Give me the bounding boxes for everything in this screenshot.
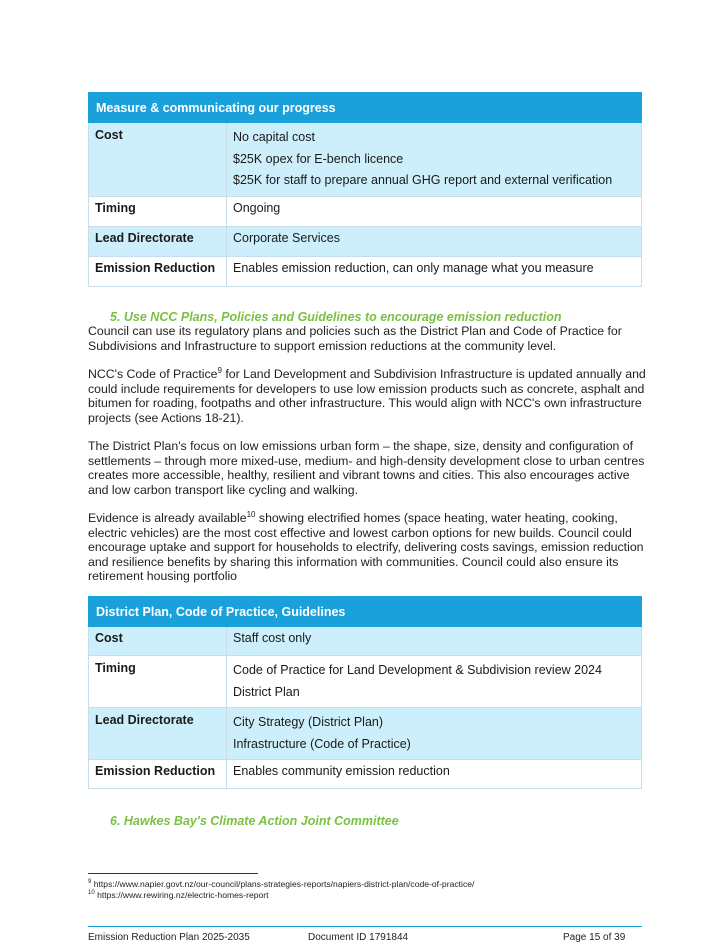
- table-row: [89, 196, 642, 226]
- table-row: [89, 226, 642, 256]
- row-label: Timing: [89, 656, 227, 708]
- row-value: [227, 656, 642, 708]
- table-row: [89, 123, 642, 197]
- footnote-ref: 9: [217, 365, 222, 375]
- row-value: [227, 708, 642, 760]
- row-value: Enables emission reduction, can only manage what you measure: [227, 256, 642, 286]
- paragraph: The District Plan's focus on low emissions urban form – the shape, size, density and configuration of settlements – through more mixed-use, medium- and high-density development close to urban centres creates more accessible, healthy, resilient and vibrant towns and cities. This also encourages active and low carbon transport like cycling and walking.: [88, 439, 645, 497]
- row-value: Ongoing: [227, 196, 642, 226]
- paragraph-text: showing electrified homes (space heating, water heating, cooking, electric vehicles) are the most cost effective and lowest carbon options for new builds. Council could encourage uptake and support for households to electrify, delivering costs savings, emission reduction and resilience benefits by sharing this information with communities. Council could also ensure its retirement housing portfolio: [88, 511, 644, 584]
- footnote-link[interactable]: https://www.rewiring.nz/electric-homes-report: [94, 890, 269, 900]
- paragraph: [88, 511, 648, 584]
- section-6-heading: 6. Hawkes Bay's Climate Action Joint Committee: [110, 814, 399, 828]
- district-plan-table-title: District Plan, Code of Practice, Guidelines: [89, 597, 642, 627]
- row-value: Enables community emission reduction: [227, 760, 642, 789]
- footer-document-title: Emission Reduction Plan 2025-2035: [88, 932, 250, 943]
- timing-line: Code of Practice for Land Development & Subdivision review 2024: [233, 663, 602, 677]
- row-label: Cost: [89, 123, 227, 197]
- row-label: Timing: [89, 196, 227, 226]
- table-row: [89, 760, 642, 789]
- footnote: [88, 879, 474, 889]
- footer-document-id: Document ID 1791844: [308, 932, 409, 943]
- cost-line: $25K opex for E-bench licence: [233, 151, 404, 166]
- progress-table: [88, 92, 642, 287]
- table-row: [89, 656, 642, 708]
- footnote-link[interactable]: https://www.napier.govt.nz/our-council/plans-strategies-reports/napiers-district-plan/code-of-practice/: [91, 879, 475, 889]
- footnote-ref: 10: [246, 509, 256, 519]
- table-row: [89, 708, 642, 760]
- table-row: [89, 627, 642, 656]
- cost-line: No capital cost: [233, 130, 315, 144]
- row-value: [227, 123, 642, 197]
- paragraph-text: Evidence is already available: [88, 511, 247, 525]
- directorate-line: Infrastructure (Code of Practice): [233, 736, 411, 751]
- footnote-number: 10: [88, 890, 95, 897]
- cost-line: $25K for staff to prepare annual GHG report and external verification: [233, 173, 613, 187]
- paragraph-text: NCC's Code of Practice: [88, 367, 218, 381]
- row-value: Staff cost only: [227, 627, 642, 656]
- footnote-divider: [88, 873, 258, 874]
- district-plan-table: [88, 596, 642, 789]
- footnote: [88, 890, 269, 900]
- table-row: [89, 256, 642, 286]
- footer-divider: [88, 926, 642, 927]
- section-5-heading: 5. Use NCC Plans, Policies and Guidelines to encourage emission reduction: [110, 310, 562, 324]
- row-label: Lead Directorate: [89, 708, 227, 760]
- footnote-number: 9: [88, 879, 92, 886]
- row-label: Cost: [89, 627, 227, 656]
- row-label: Emission Reduction: [89, 256, 227, 286]
- progress-table-title: Measure & communicating our progress: [89, 93, 642, 123]
- row-label: Lead Directorate: [89, 226, 227, 256]
- timing-line: District Plan: [233, 684, 300, 699]
- paragraph: Council can use its regulatory plans and policies such as the District Plan and Code of Practice for Subdivisions and Infrastructure to support emission reductions at the community level.: [88, 324, 622, 353]
- footer-page-number: Page 15 of 39: [563, 932, 626, 943]
- directorate-line: City Strategy (District Plan): [233, 715, 384, 729]
- row-value: Corporate Services: [227, 226, 642, 256]
- paragraph: [88, 367, 648, 425]
- row-label: Emission Reduction: [89, 760, 227, 789]
- paragraph-text: for Land Development and Subdivision Infrastructure is updated annually and could include requirements for developers to use low emission products such as concrete, asphalt and bitumen for roading, footpaths and other infrastructure. This would align with NCC's own infrastructure projects (see Actions 18-21).: [88, 367, 646, 425]
